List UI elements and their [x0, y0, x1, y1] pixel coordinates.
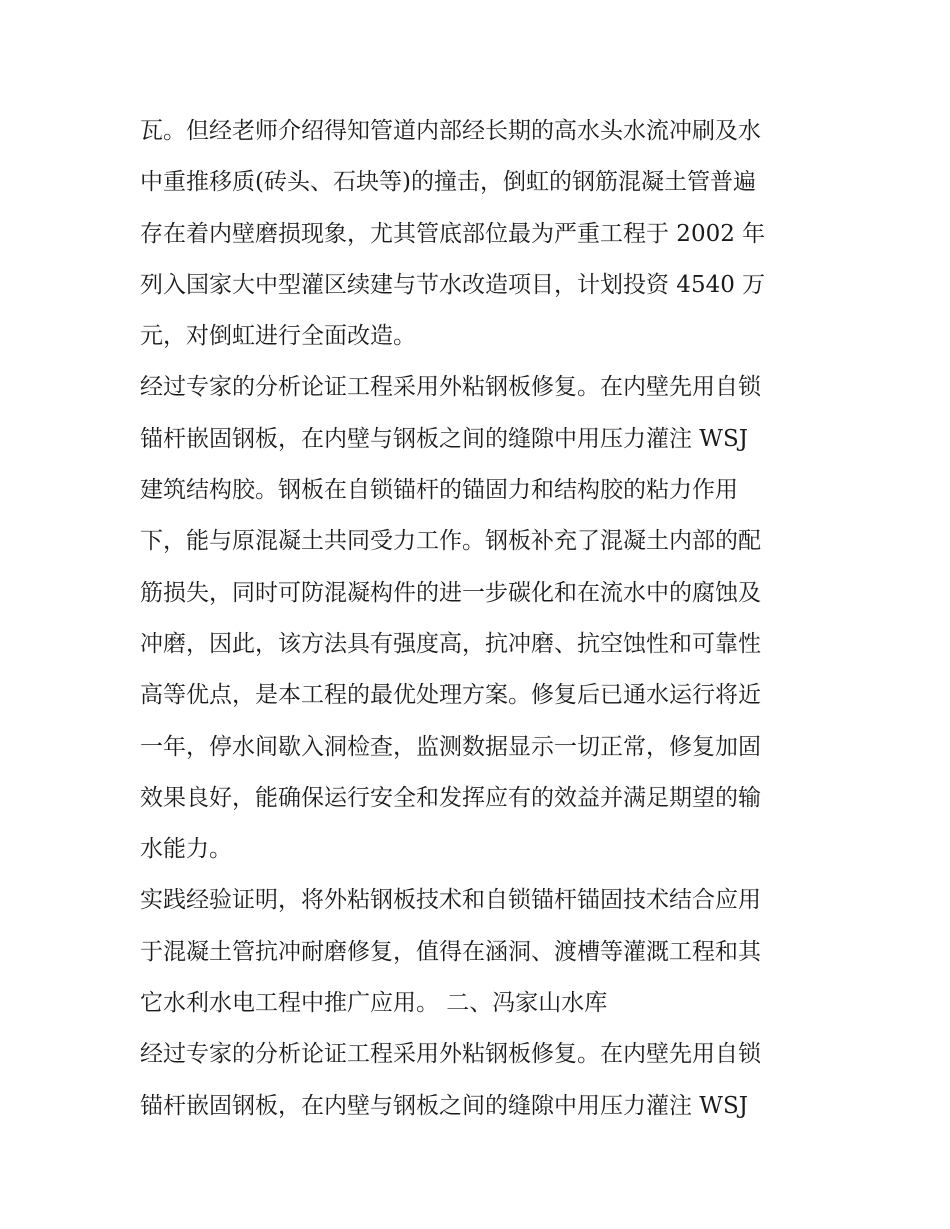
- text-line: 一年，停水间歇入洞检查，监测数据显示一切正常，修复加固: [140, 733, 761, 760]
- text-line: 存在着内壁磨损现象，尤其管底部位最为严重工程于 2002 年: [140, 220, 766, 247]
- text-line: 实践经验证明，将外粘钢板技术和自锁锚杆锚固技术结合应用: [140, 887, 761, 914]
- text-line: 下，能与原混凝土共同受力工作。钢板补充了混凝土内部的配: [140, 528, 761, 555]
- text-line: 列入国家大中型灌区续建与节水改造项目，计划投资 4540 万: [140, 271, 766, 298]
- text-line: 高等优点，是本工程的最优处理方案。修复后已通水运行将近: [140, 682, 761, 709]
- text-line: 冲磨，因此，该方法具有强度高，抗冲磨、抗空蚀性和可靠性: [140, 630, 761, 657]
- text-line: 经过专家的分析论证工程采用外粘钢板修复。在内壁先用自锁: [140, 1041, 761, 1068]
- text-line: 于混凝土管抗冲耐磨修复，值得在涵洞、渡槽等灌溉工程和其: [140, 938, 761, 965]
- text-line: 锚杆嵌固钢板，在内壁与钢板之间的缝隙中用压力灌注 WSJ: [140, 425, 748, 452]
- text-line: 建筑结构胶。钢板在自锁锚杆的锚固力和结构胶的粘力作用: [140, 477, 738, 504]
- text-line: 锚杆嵌固钢板，在内壁与钢板之间的缝隙中用压力灌注 WSJ: [140, 1092, 748, 1119]
- text-line: 经过专家的分析论证工程采用外粘钢板修复。在内壁先用自锁: [140, 374, 761, 401]
- text-line: 元，对倒虹进行全面改造。: [140, 323, 416, 350]
- body-text: [140, 106, 820, 1132]
- text-line: 效果良好，能确保运行安全和发挥应有的效益并满足期望的输: [140, 784, 761, 811]
- text-line: 瓦。但经老师介绍得知管道内部经长期的高水头水流冲刷及水: [140, 118, 761, 144]
- text-line: 水能力。: [140, 836, 232, 863]
- text-line: 中重推移质(砖头、石块等)的撞击，倒虹的钢筋混凝土管普遍: [140, 169, 756, 196]
- text-line: 筋损失，同时可防混凝构件的进一步碳化和在流水中的腐蚀及: [140, 579, 761, 606]
- text-line: 它水利水电工程中推广应用。 二、冯家山水库: [140, 990, 608, 1017]
